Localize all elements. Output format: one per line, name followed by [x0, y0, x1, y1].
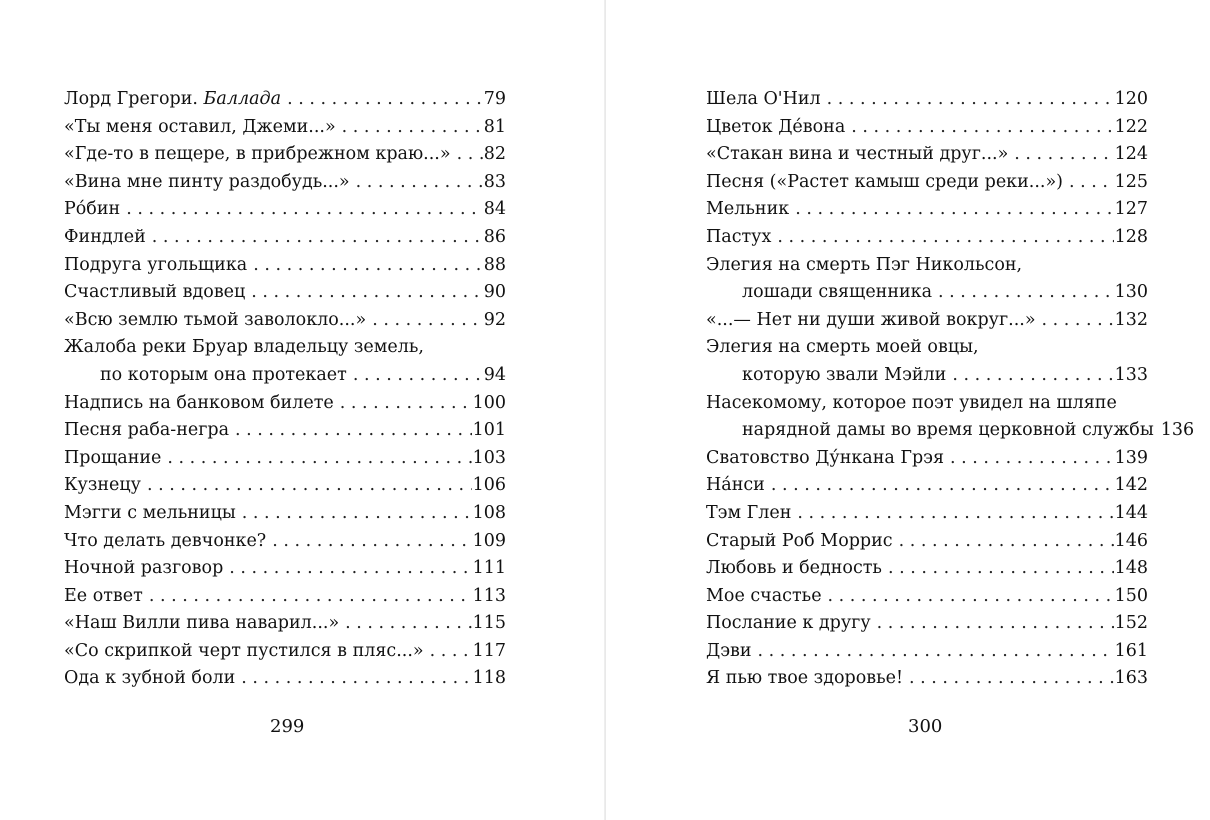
toc-entry-title: Шела О'Нил — [706, 89, 821, 109]
toc-entry — [706, 141, 1148, 169]
toc-entry-page-number: 103 — [472, 447, 506, 468]
toc-entry-title: которую звали Мэйли — [742, 364, 947, 385]
toc-entry-page-number: 101 — [472, 420, 506, 441]
dot-leader — [795, 196, 1113, 224]
dot-leader — [1069, 169, 1114, 197]
toc-entry — [706, 252, 1148, 307]
dot-leader — [356, 169, 483, 197]
toc-entry — [64, 638, 506, 666]
toc-entry — [706, 445, 1148, 473]
toc-entry — [706, 196, 1148, 224]
toc-entry-page-number: 92 — [483, 309, 506, 330]
dot-leader — [287, 86, 483, 114]
toc-entry — [64, 169, 506, 197]
toc-entry-title: Мэгги с мельницы — [64, 502, 236, 523]
toc-entry — [706, 665, 1148, 693]
toc-entry-title: «Стакан вина и честный друг...» — [706, 144, 1009, 165]
toc-entry-title: Старый Роб Моррис — [706, 530, 893, 551]
toc-entry — [706, 307, 1148, 335]
toc-entry-page-number: 136 — [1160, 420, 1195, 441]
toc-entry-page-number: 79 — [483, 89, 506, 109]
toc-entry-page-number: 118 — [472, 668, 506, 689]
toc-entry — [64, 307, 506, 335]
dot-leader — [899, 528, 1114, 556]
toc-entry-title: «Всю землю тьмой заволокло...» — [64, 309, 367, 330]
toc-entry-page-number: 139 — [1114, 447, 1148, 468]
toc-list-left — [64, 86, 506, 693]
toc-entry — [64, 500, 506, 528]
dot-leader — [938, 279, 1114, 307]
dot-leader — [342, 114, 483, 142]
toc-entry-title-first-line: Жалоба реки Бруар владельцу земель, — [64, 337, 424, 358]
toc-entry — [64, 114, 506, 142]
toc-entry-title: Пастух — [706, 226, 772, 247]
toc-entry-title: Дэви — [706, 640, 752, 661]
dot-leader — [950, 445, 1114, 473]
toc-entry-page-number: 83 — [483, 171, 506, 192]
dot-leader — [952, 362, 1113, 390]
dot-leader — [851, 114, 1113, 142]
toc-entry-title: Лорд Грегори. Баллада — [64, 89, 282, 109]
toc-entry-page-number: 142 — [1114, 475, 1148, 496]
toc-entry-title: Подруга угольщика — [64, 254, 248, 275]
toc-entry — [64, 583, 506, 611]
dot-leader — [241, 665, 471, 693]
toc-entry — [64, 252, 506, 280]
toc-entry — [64, 472, 506, 500]
toc-entry-page-number: 152 — [1114, 613, 1148, 634]
toc-entry — [706, 169, 1148, 197]
dot-leader — [909, 665, 1114, 693]
toc-entry-title: «Со скрипкой черт пустился в пляс...» — [64, 640, 424, 661]
toc-entry-title: «Наш Вилли пива наварил...» — [64, 613, 340, 634]
toc-entry-page-number: 115 — [472, 613, 506, 634]
toc-entry-title: Послание к другу — [706, 613, 871, 634]
toc-entry-page-number: 132 — [1114, 309, 1148, 330]
toc-entry — [64, 196, 506, 224]
toc-entry — [64, 279, 506, 307]
dot-leader — [430, 638, 472, 666]
toc-entry-page-number: 90 — [483, 282, 506, 303]
dot-leader — [1014, 141, 1113, 169]
dot-leader — [771, 472, 1114, 500]
dot-leader — [797, 500, 1113, 528]
dot-leader — [777, 224, 1113, 252]
toc-entry-page-number: 86 — [483, 226, 506, 247]
toc-entry-title: Ее ответ — [64, 585, 143, 606]
page-number-right: 300 — [908, 716, 943, 737]
toc-entry-title-first-line: Элегия на смерть моей овцы, — [706, 337, 979, 358]
toc-entry-title: Прощание — [64, 447, 162, 468]
toc-entry-page-number: 144 — [1114, 502, 1148, 523]
toc-entry-title: Финдлей — [64, 226, 146, 247]
toc-entry-page-number: 150 — [1114, 585, 1148, 606]
toc-entry-page-number: 81 — [483, 116, 506, 137]
dot-leader — [758, 638, 1114, 666]
toc-entry — [64, 417, 506, 445]
dot-leader — [353, 362, 483, 390]
dot-leader — [235, 417, 472, 445]
toc-entry-title: Что делать девчонке? — [64, 530, 267, 551]
toc-entry — [64, 334, 506, 389]
toc-entry — [64, 555, 506, 583]
toc-entry — [64, 665, 506, 693]
toc-entry-page-number: 117 — [472, 640, 506, 661]
toc-entry — [64, 86, 506, 114]
toc-entry-page-number: 111 — [472, 558, 506, 579]
dot-leader — [147, 472, 472, 500]
toc-entry-page-number: 94 — [483, 364, 506, 385]
toc-entry-page-number: 88 — [483, 254, 506, 275]
toc-entry-page-number: 148 — [1114, 558, 1148, 579]
dot-leader — [345, 610, 471, 638]
toc-entry — [706, 583, 1148, 611]
toc-entry-page-number: 127 — [1114, 199, 1148, 220]
toc-entry-page-number: 113 — [472, 585, 506, 606]
dot-leader — [167, 445, 471, 473]
toc-entry-title: Ода к зубной боли — [64, 668, 236, 689]
toc-entry — [706, 610, 1148, 638]
toc-entry-page-number: 100 — [472, 392, 506, 413]
toc-entry-title: по которым она протекает — [100, 364, 347, 385]
toc-entry-title: Песня («Растет камыш среди реки...») — [706, 171, 1063, 192]
toc-entry-page-number: 161 — [1114, 640, 1148, 661]
toc-entry-title: лошади священника — [742, 282, 933, 303]
toc-entry-page-number: 84 — [483, 199, 506, 220]
toc-entry-page-number: 109 — [472, 530, 506, 551]
toc-entry-title: Песня раба-негра — [64, 420, 230, 441]
dot-leader — [457, 141, 483, 169]
toc-entry — [706, 86, 1148, 114]
toc-entry-title-first-line: Насекомому, которое поэт увидел на шляпе — [706, 392, 1117, 413]
toc-entry-title: Ро́бин — [64, 199, 121, 220]
dot-leader — [152, 224, 483, 252]
toc-entry — [64, 610, 506, 638]
toc-entry — [706, 555, 1148, 583]
toc-entry-title: «...— Нет ни души живой вокруг...» — [706, 309, 1036, 330]
right-page — [606, 0, 1210, 820]
page-number-left: 299 — [270, 716, 305, 737]
dot-leader — [272, 528, 471, 556]
toc-entry-title: Кузнецу — [64, 475, 141, 496]
toc-entry-title: Надпись на банковом билете — [64, 392, 334, 413]
toc-entry-title: «Ты меня оставил, Джеми...» — [64, 116, 336, 137]
toc-entry-page-number: 128 — [1114, 226, 1148, 247]
toc-entry — [64, 390, 506, 418]
toc-entry-page-number: 120 — [1114, 89, 1148, 109]
toc-entry-title: Цветок Де́вона — [706, 116, 846, 137]
toc-entry-title: «Вина мне пинту раздобудь...» — [64, 171, 350, 192]
toc-entry — [706, 528, 1148, 556]
toc-entry — [706, 390, 1195, 445]
toc-entry-page-number: 125 — [1114, 171, 1148, 192]
toc-entry-title: Ночной разговор — [64, 558, 224, 579]
dot-leader — [251, 279, 482, 307]
toc-entry — [706, 114, 1148, 142]
dot-leader — [827, 86, 1114, 114]
toc-entry-title: Любовь и бедность — [706, 558, 882, 579]
dot-leader — [126, 196, 483, 224]
toc-entry-page-number: 108 — [472, 502, 506, 523]
toc-entry-page-number: 163 — [1114, 668, 1148, 689]
toc-entry-title: На́нси — [706, 475, 765, 496]
toc-entry-page-number: 124 — [1114, 144, 1148, 165]
dot-leader — [372, 307, 483, 335]
dot-leader — [1042, 307, 1114, 335]
toc-entry — [706, 472, 1148, 500]
toc-entry-page-number: 82 — [483, 144, 506, 165]
toc-entry-title: Мельник — [706, 199, 790, 220]
toc-entry — [706, 500, 1148, 528]
toc-entry — [706, 334, 1148, 389]
dot-leader — [340, 390, 472, 418]
toc-entry-title: Тэм Глен — [706, 502, 792, 523]
toc-entry-page-number: 106 — [472, 475, 506, 496]
toc-entry-page-number: 146 — [1114, 530, 1148, 551]
toc-entry-title: Я пью твое здоровье! — [706, 668, 904, 689]
toc-entry-title: Счастливый вдовец — [64, 282, 246, 303]
dot-leader — [229, 555, 471, 583]
toc-entry-title-first-line: Элегия на смерть Пэг Никольсон, — [706, 254, 1023, 275]
toc-entry — [64, 224, 506, 252]
toc-entry — [64, 445, 506, 473]
toc-list-right — [706, 86, 1195, 693]
toc-entry-page-number: 130 — [1114, 282, 1148, 303]
toc-entry-title: «Где-то в пещере, в прибрежном краю...» — [64, 144, 451, 165]
toc-entry-page-number: 122 — [1114, 116, 1148, 137]
dot-leader — [149, 583, 472, 611]
dot-leader — [888, 555, 1114, 583]
dot-leader — [828, 583, 1114, 611]
toc-entry-title: Сватовство Ду́нкана Грэя — [706, 447, 945, 468]
toc-entry-title: Мое счастье — [706, 585, 822, 606]
dot-leader — [877, 610, 1114, 638]
toc-entry — [706, 224, 1148, 252]
toc-entry — [64, 528, 506, 556]
toc-entry-page-number: 133 — [1114, 364, 1148, 385]
dot-leader — [242, 500, 472, 528]
toc-entry — [64, 141, 506, 169]
toc-entry — [706, 638, 1148, 666]
toc-entry-subtitle: Баллада — [203, 89, 282, 109]
dot-leader — [253, 252, 483, 280]
toc-entry-title: нарядной дамы во время церковной службы — [742, 420, 1154, 441]
